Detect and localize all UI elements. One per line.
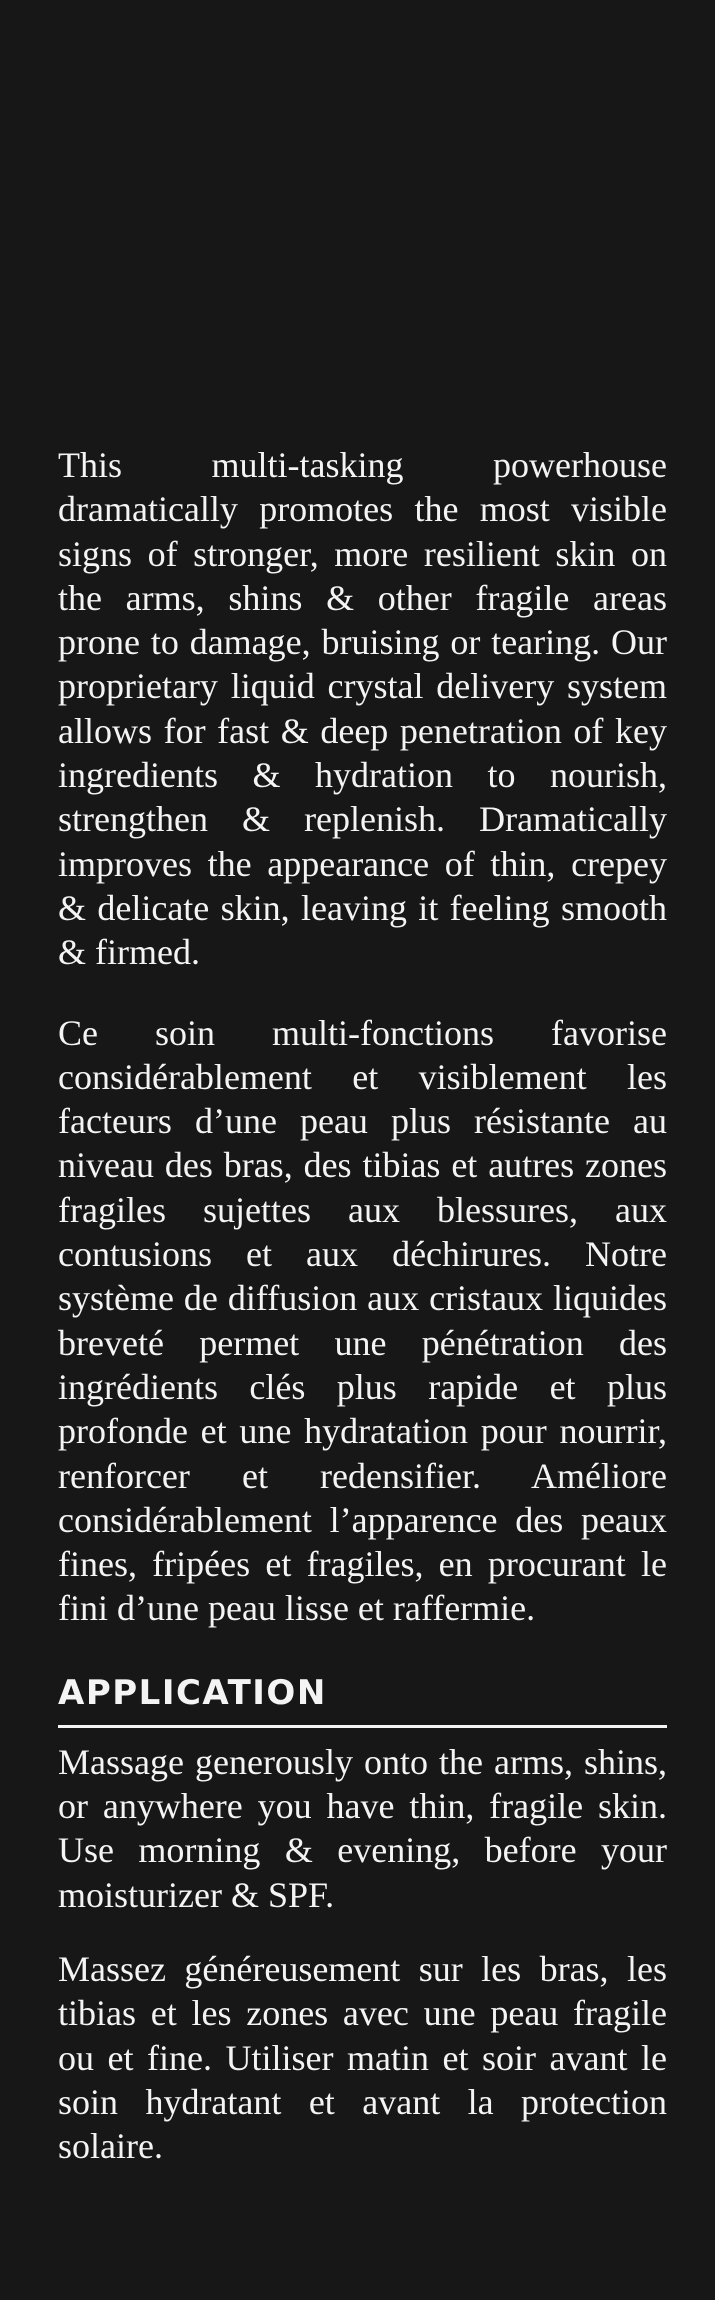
application-english: Massage generously onto the arms, shins, or anywhere you have thin, fragile skin. Use morning & evening, before your moisturizer & SPF. xyxy=(58,1741,667,1915)
application-heading: APPLICATION xyxy=(58,1672,327,1713)
heading-divider xyxy=(58,1725,667,1728)
description-french: Ce soin multi-fonctions favorise considérablement et visiblement les facteurs d’une peau plus résistante au niveau des bras, des tibias et autres zones fragiles sujettes aux blessures, aux contusions et aux déchirures. Notre système de diffusion aux cristaux liquides breveté permet une pénétration des ingrédients clés plus rapide et plus profonde et une hydratation pour nourrir, renforcer et redensifier. Améliore considérablement l’apparence des peaux fines, fripées et fragiles, en procurant le fini d’une peau lisse et raffermie. xyxy=(58,1012,667,1629)
product-copy xyxy=(58,443,667,2168)
description-english: This multi-tasking powerhouse dramatically promotes the most visible signs of stronger, more resilient skin on the arms, shins & other fragile areas prone to damage, bruising or tearing. Our proprietary liquid crystal delivery system allows for fast & deep penetration of key ingredients & hydration to nourish, strengthen & replenish. Dramatically improves the appearance of thin, crepey & delicate skin, leaving it feeling smooth & firmed. xyxy=(58,445,667,973)
application-section xyxy=(58,1673,667,2169)
application-french: Massez généreusement sur les bras, les tibias et les zones avec une peau fragile ou et fine. Utiliser matin et soir avant le soin hydratant et avant la protection solaire. xyxy=(58,1948,667,2167)
